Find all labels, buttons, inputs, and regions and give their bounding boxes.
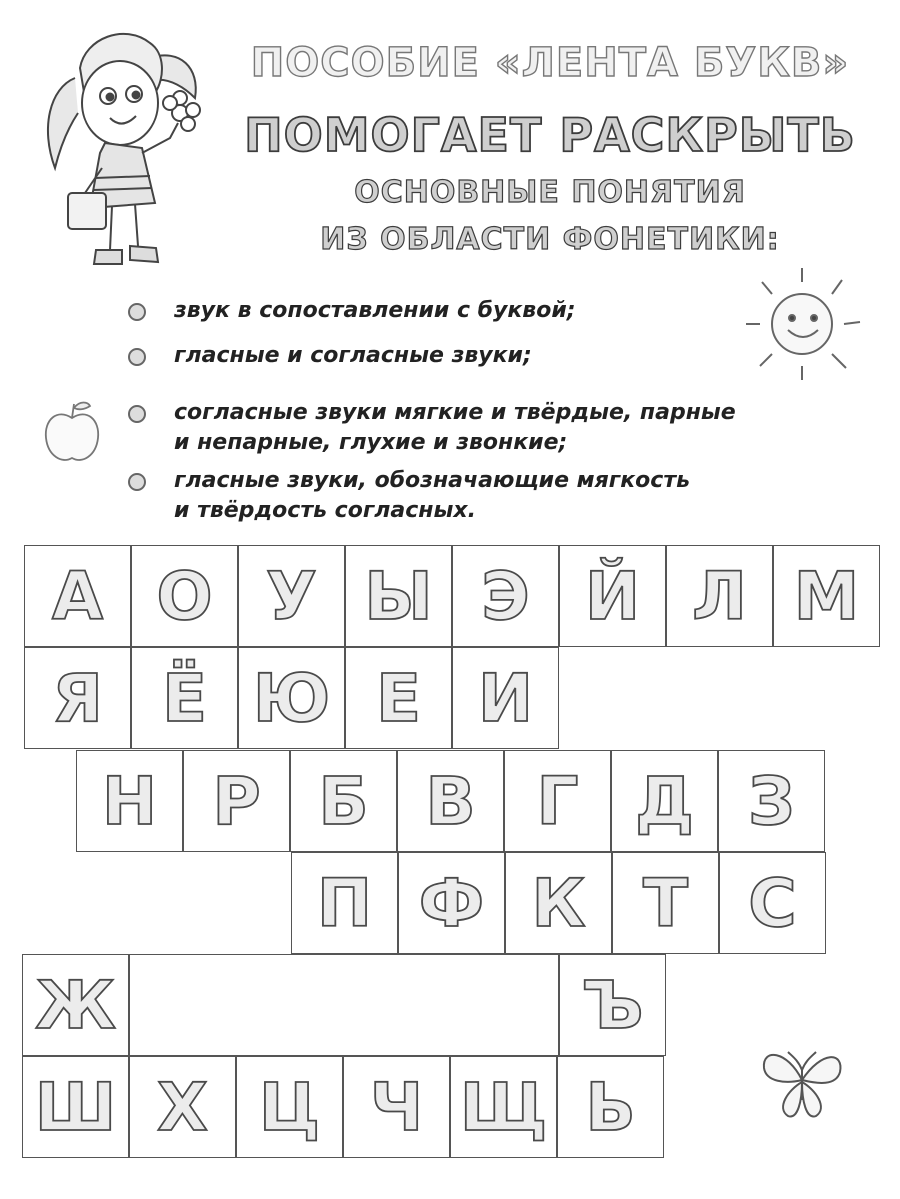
letter-cell: У: [238, 545, 345, 647]
letter-cell: Э: [452, 545, 559, 647]
list-item-text: гласные и согласные звуки;: [174, 343, 532, 368]
letter-cell: Ш: [22, 1056, 129, 1158]
bullet-dot: [128, 405, 146, 423]
girl-illustration: [30, 18, 210, 278]
title-line-3: ОСНОВНЫЕ ПОНЯТИЯ: [354, 175, 746, 210]
letter-cell: Е: [345, 647, 452, 749]
bullet-dot: [128, 473, 146, 491]
list-item-text: согласные звуки мягкие и твёрдые, парные и непарные, глухие и звонкие;: [174, 400, 736, 455]
title-line-2: ПОМОГАЕТ РАСКРЫТЬ: [244, 108, 856, 162]
bullet-dot: [128, 303, 146, 321]
letter-cell: Ч: [343, 1056, 450, 1158]
letter-cell: И: [452, 647, 559, 749]
letter-cell: М: [773, 545, 880, 647]
letter-cell: О: [131, 545, 238, 647]
letter-cell: Я: [24, 647, 131, 749]
title-line-1: ПОСОБИЕ «ЛЕНТА БУКВ»: [250, 40, 850, 86]
letter-cell: Ь: [557, 1056, 664, 1158]
letter-cell: Х: [129, 1056, 236, 1158]
apple-icon: [42, 400, 102, 466]
letter-cell: К: [505, 852, 612, 954]
letter-cell: Ы: [345, 545, 452, 647]
letter-cell: Ъ: [559, 954, 666, 1056]
letter-cell: Г: [504, 750, 611, 852]
letter-cell: Н: [76, 750, 183, 852]
letter-cell: А: [24, 545, 131, 647]
letter-cell: С: [719, 852, 826, 954]
title-line-4: ИЗ ОБЛАСТИ ФОНЕТИКИ:: [320, 222, 780, 257]
letter-cell: Ж: [22, 954, 129, 1056]
letter-cell: Й: [559, 545, 666, 647]
list-item-text: гласные звуки, обозначающие мягкость и твёрдость согласных.: [174, 468, 691, 523]
letter-cell: Ф: [398, 852, 505, 954]
letter-cell: В: [397, 750, 504, 852]
letter-cell: Ц: [236, 1056, 343, 1158]
letter-cell: Т: [612, 852, 719, 954]
letter-cell: Б: [290, 750, 397, 852]
empty-cell: [129, 954, 559, 1056]
letter-cell: П: [291, 852, 398, 954]
letter-cell: Ё: [131, 647, 238, 749]
letter-cell: Л: [666, 545, 773, 647]
letter-cell: Ю: [238, 647, 345, 749]
letter-cell: Д: [611, 750, 718, 852]
butterfly-icon: [752, 1030, 852, 1130]
sun-icon: [742, 262, 872, 392]
letter-cell: Р: [183, 750, 290, 852]
list-item-text: звук в сопоставлении с буквой;: [174, 298, 576, 323]
letter-cell: Щ: [450, 1056, 557, 1158]
bullet-dot: [128, 348, 146, 366]
letter-cell: З: [718, 750, 825, 852]
